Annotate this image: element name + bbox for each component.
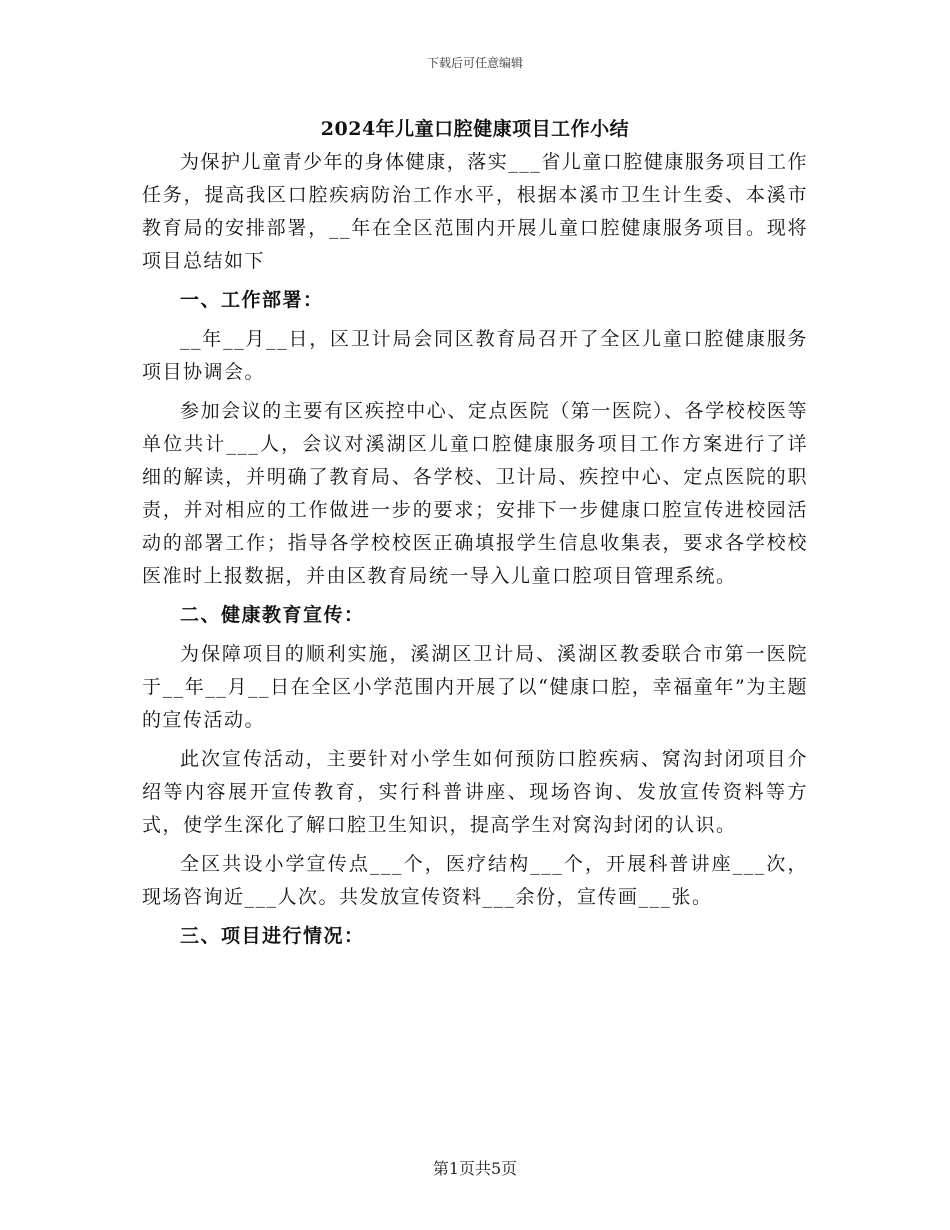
document-body	[142, 146, 808, 959]
paragraph: 全区共设小学宣传点___个，医疗结构___个，开展科普讲座___次，现场咨询近___人次。共发放宣传资料___余份，宣传画___张。	[142, 853, 808, 908]
header-note: 下载后可任意编辑	[426, 56, 523, 70]
intro-paragraph: 为保护儿童青少年的身体健康，落实___省儿童口腔健康服务项目工作任务，提高我区口腔疾病防治工作水平，根据本溪市卫生计生委、本溪市教育局的安排部署，__年在全区范围内开展儿童口腔健康服务项目。现将项目总结如下	[142, 151, 808, 272]
paragraph: 为保障项目的顺利实施，溪湖区卫计局、溪湖区教委联合市第一医院于__年__月__日在全区小学范围内开展了以“健康口腔，幸福童年”为主题的宣传活动。	[142, 643, 808, 731]
section-heading-work-deployment: 一、工作部署：	[180, 289, 324, 311]
section-heading-health-education: 二、健康教育宣传：	[180, 604, 365, 626]
section-heading-project-progress: 三、项目进行情况：	[180, 925, 365, 947]
document-title: 2024年儿童口腔健康项目工作小结	[320, 118, 630, 140]
paragraph: 此次宣传活动，主要针对小学生如何预防口腔疾病、窝沟封闭项目介绍等内容展开宣传教育，实行科普讲座、现场咨询、发放宣传资料等方式，使学生深化了解口腔卫生知识，提高学生对窝沟封闭的认识。	[142, 748, 808, 836]
paragraph: __年__月__日，区卫计局会同区教育局召开了全区儿童口腔健康服务项目协调会。	[142, 328, 808, 383]
page-number: 第1页共5页	[432, 1159, 518, 1178]
paragraph: 参加会议的主要有区疾控中心、定点医院（第一医院）、各学校校医等单位共计___人，会议对溪湖区儿童口腔健康服务项目工作方案进行了详细的解读，并明确了教育局、各学校、卫计局、疾控中心、定点医院的职责，并对相应的工作做进一步的要求；安排下一步健康口腔宣传进校园活动的部署工作；指导各学校校医正确填报学生信息收集表，要求各学校校医准时上报数据，并由区教育局统一导入儿童口腔项目管理系统。	[142, 400, 808, 587]
